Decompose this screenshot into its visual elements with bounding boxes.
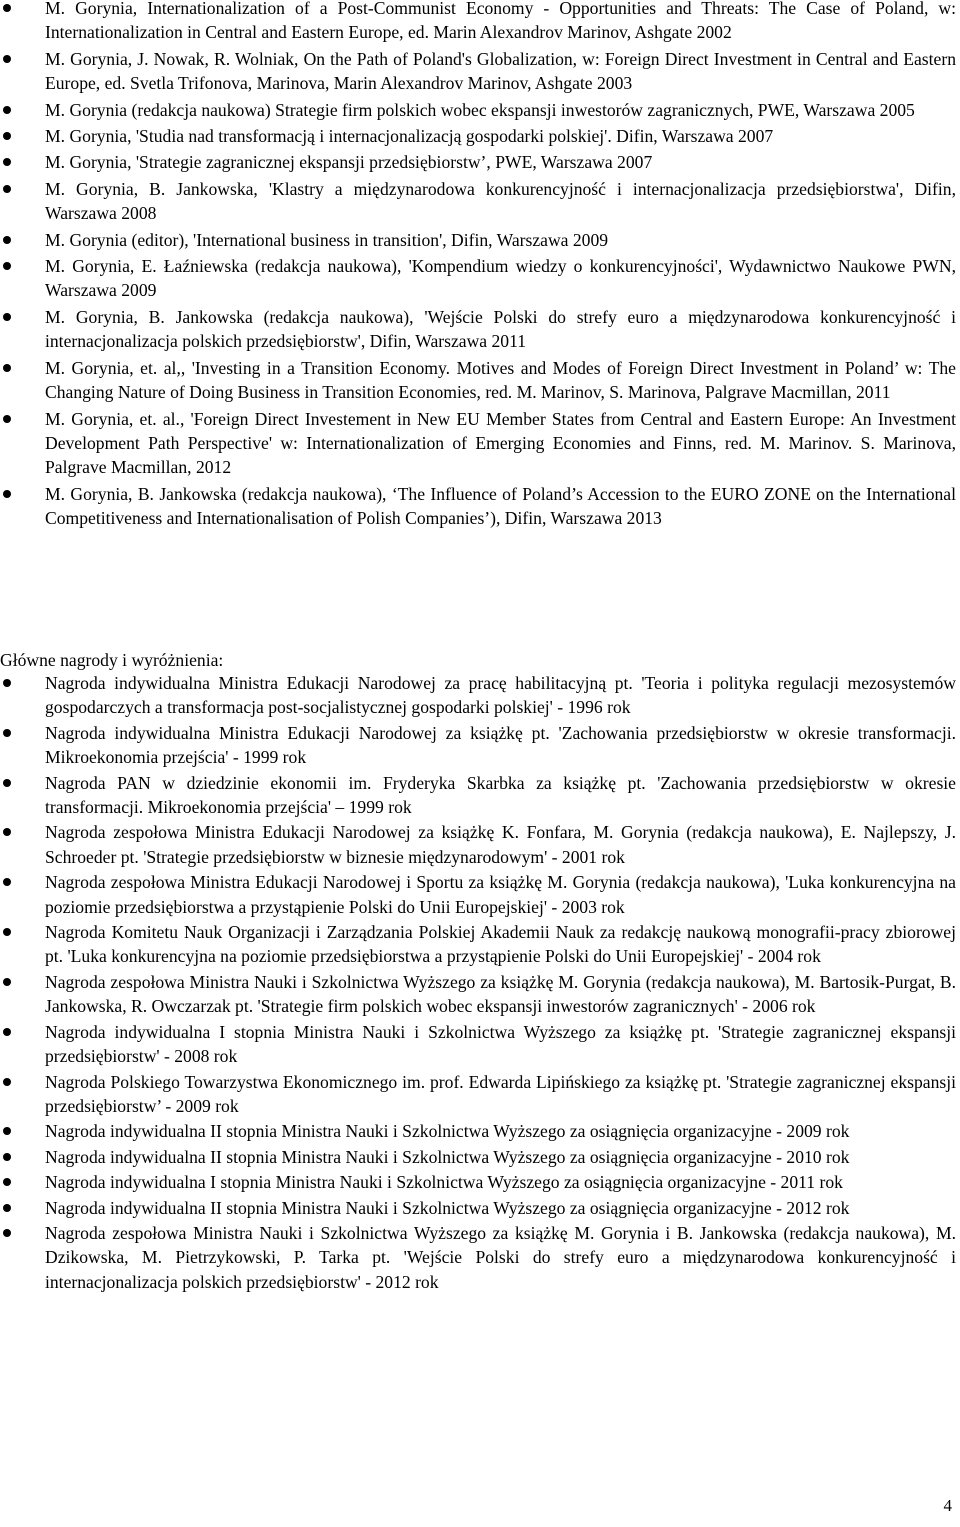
- publications-list: [0, 0, 960, 533]
- publication-item: M. Gorynia, et. al., 'Foreign Direct Investement in New EU Member States from Central and Eastern Europe: An Investment Development Path Perspective' w: Internationalization of Emerging Economies and Finns, red. M. Marinov. S. Marinova, Palgrave Macmillan, 2012: [0, 407, 960, 480]
- publication-item: M. Gorynia, B. Jankowska (redakcja naukowa), 'Wejście Polski do strefy euro a międzynarodowa konkurencyjność i internacjonalizacja polskich przedsiębiorstw', Difin, Warszawa 2011: [0, 305, 960, 354]
- award-item: Nagroda PAN w dziedzinie ekonomii im. Fryderyka Skarbka za książkę pt. 'Zachowania przedsiębiorstw w okresie transformacji. Mikroekonomia przejścia' – 1999 rok: [0, 771, 960, 820]
- award-item: Nagroda zespołowa Ministra Edukacji Narodowej za książkę K. Fonfara, M. Gorynia (redakcja naukowa), E. Najlepszy, J. Schroeder pt. 'Strategie przedsiębiorstw w biznesie międzynarodowym' - 2001 rok: [0, 820, 960, 869]
- award-item: Nagroda zespołowa Ministra Edukacji Narodowej i Sportu za książkę M. Gorynia (redakcja naukowa), 'Luka konkurencyjna na poziomie przedsiębiorstwa a przystąpienie Polski do Unii Europejskiej' - 2003 rok: [0, 870, 960, 919]
- page-number: 4: [943, 1496, 952, 1515]
- award-item: Nagroda indywidualna II stopnia Ministra Nauki i Szkolnictwa Wyższego za osiągnięcia organizacyjne - 2012 rok: [0, 1196, 960, 1220]
- publication-item: M. Gorynia, B. Jankowska (redakcja naukowa), ‘The Influence of Poland’s Accession to the EURO ZONE on the International Competitiveness and Internationalisation of Polish Companies’), Difin, Warszawa 2013: [0, 482, 960, 531]
- publication-item: M. Gorynia, Internationalization of a Post-Communist Economy - Opportunities and Threats: The Case of Poland, w: Internationalization in Central and Eastern Europe, ed. Marin Alexandrov Marinov, Ashgate 2002: [0, 0, 960, 45]
- publication-item: M. Gorynia, J. Nowak, R. Wolniak, On the Path of Poland's Globalization, w: Foreign Direct Investment in Central and Eastern Europe, ed. Svetla Trifonova, Marinova, Marin Alexandrov Marinov, Ashgate 2003: [0, 47, 960, 96]
- award-item: Nagroda Polskiego Towarzystwa Ekonomicznego im. prof. Edwarda Lipińskiego za książkę pt. 'Strategie zagranicznej ekspansji przedsiębiorstw’ - 2009 rok: [0, 1070, 960, 1119]
- awards-heading: Główne nagrody i wyróżnienia:: [0, 650, 224, 670]
- publication-item: M. Gorynia, 'Studia nad transformacją i internacjonalizacją gospodarki polskiej'. Difin, Warszawa 2007: [0, 124, 960, 148]
- publication-item: M. Gorynia, et. al,, 'Investing in a Transition Economy. Motives and Modes of Foreign Direct Investment in Poland’ w: The Changing Nature of Doing Business in Transition Economies, red. M. Marinov, S. Marinova, Palgrave Macmillan, 2011: [0, 356, 960, 405]
- award-item: Nagroda zespołowa Ministra Nauki i Szkolnictwa Wyższego za książkę M. Gorynia (redakcja naukowa), M. Bartosik-Purgat, B. Jankowska, R. Owczarzak pt. 'Strategie firm polskich wobec ekspansji inwestorów zagranicznych' - 2006 rok: [0, 970, 960, 1019]
- award-item: Nagroda indywidualna II stopnia Ministra Nauki i Szkolnictwa Wyższego za osiągnięcia organizacyjne - 2009 rok: [0, 1119, 960, 1143]
- award-item: Nagroda Komitetu Nauk Organizacji i Zarządzania Polskiej Akademii Nauk za redakcję naukową monografii-pracy zbiorowej pt. 'Luka konkurencyjna na poziomie przedsiębiorstwa a przystąpienie Polski do Unii Europejskiej' - 2004 rok: [0, 920, 960, 969]
- award-item: Nagroda zespołowa Ministra Nauki i Szkolnictwa Wyższego za książkę M. Gorynia i B. Jankowska (redakcja naukowa), M. Dzikowska, M. Pietrzykowski, P. Tarka pt. 'Wejście Polski do strefy euro a międzynarodowa konkurencyjność i internacjonalizacja polskich przedsiębiorstw' - 2012 rok: [0, 1221, 960, 1294]
- publication-item: M. Gorynia, E. Łaźniewska (redakcja naukowa), 'Kompendium wiedzy o konkurencyjności', Wydawnictwo Naukowe PWN, Warszawa 2009: [0, 254, 960, 303]
- award-item: Nagroda indywidualna Ministra Edukacji Narodowej za książkę pt. 'Zachowania przedsiębiorstw w okresie transformacji. Mikroekonomia przejścia' - 1999 rok: [0, 721, 960, 770]
- award-item: Nagroda indywidualna I stopnia Ministra Nauki i Szkolnictwa Wyższego za książkę pt. 'Strategie zagranicznej ekspansji przedsiębiorstw' - 2008 rok: [0, 1020, 960, 1069]
- award-item: Nagroda indywidualna II stopnia Ministra Nauki i Szkolnictwa Wyższego za osiągnięcia organizacyjne - 2010 rok: [0, 1145, 960, 1169]
- award-item: Nagroda indywidualna Ministra Edukacji Narodowej za pracę habilitacyjną pt. 'Teoria i polityka regulacji mezosystemów gospodarczych a transformacja post-socjalistycznej gospodarki polskiej' - 1996 rok: [0, 671, 960, 720]
- award-item: Nagroda indywidualna I stopnia Ministra Nauki i Szkolnictwa Wyższego za osiągnięcia organizacyjne - 2011 rok: [0, 1170, 960, 1194]
- publication-item: M. Gorynia (editor), 'International business in transition', Difin, Warszawa 2009: [0, 228, 960, 252]
- publication-item: M. Gorynia (redakcja naukowa) Strategie firm polskich wobec ekspansji inwestorów zagranicznych, PWE, Warszawa 2005: [0, 98, 960, 122]
- publication-item: M. Gorynia, 'Strategie zagranicznej ekspansji przedsiębiorstw’, PWE, Warszawa 2007: [0, 150, 960, 174]
- awards-list: [0, 671, 960, 1295]
- publication-item: M. Gorynia, B. Jankowska, 'Klastry a międzynarodowa konkurencyjność i internacjonalizacja przedsiębiorstwa', Difin, Warszawa 2008: [0, 177, 960, 226]
